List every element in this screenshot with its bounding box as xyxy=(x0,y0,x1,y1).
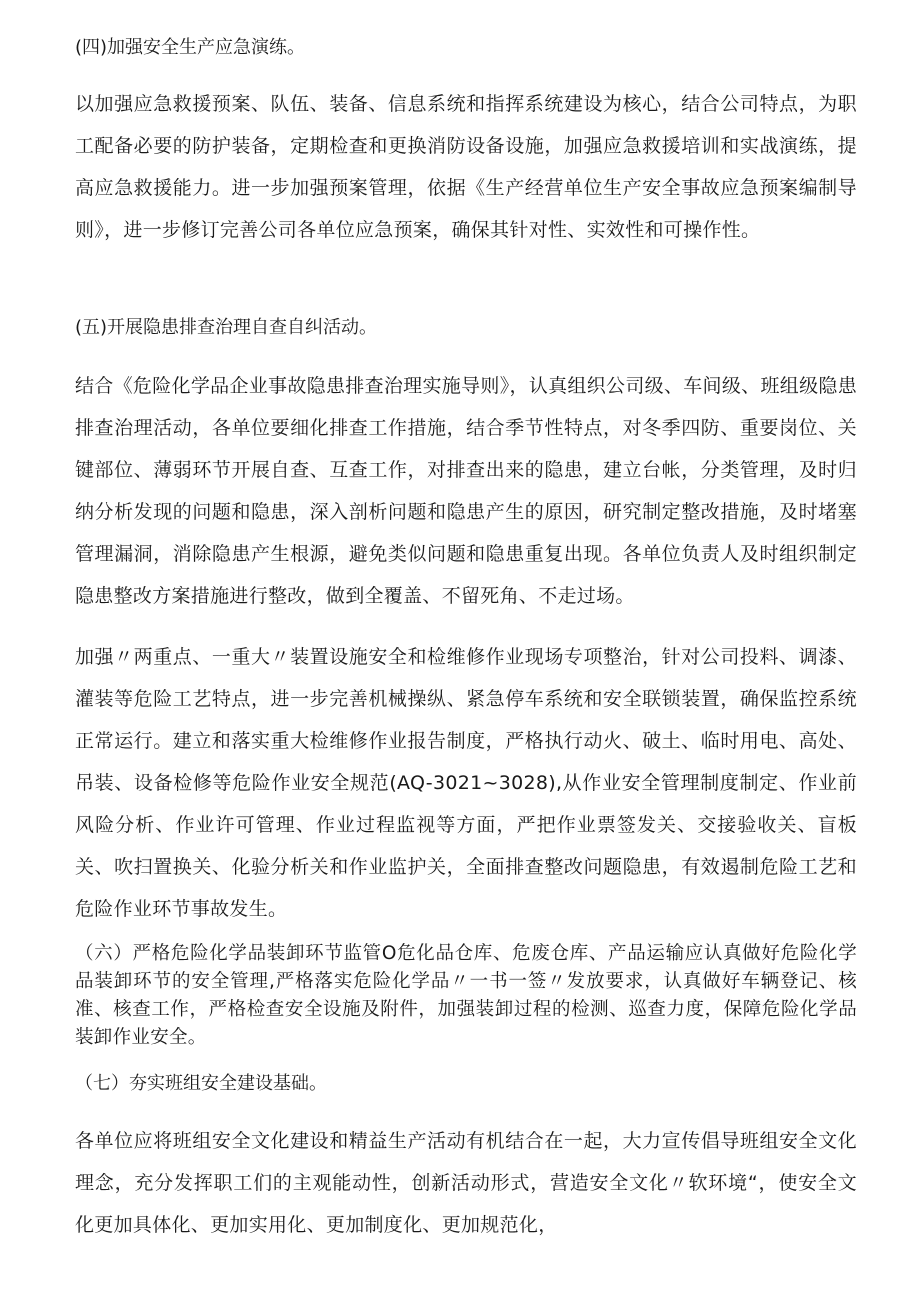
paragraph-hazard-inspection: 结合《危险化学品企业事故隐患排查治理实施导则》，认真组织公司级、车间级、班组级隐患排查治理活动，各单位要细化排查工作措施，结合季节性特点，对冬季四防、重要岗位、关键部位、薄弱环节开展自查、互查工作，对排查出来的隐患，建立台帐，分类管理，及时归纳分析发现的问题和隐患，深入剖析问题和隐患产生的原因，研究制定整改措施，及时堵塞管理漏洞，消除隐患产生根源，避免类似问题和隐患重复出现。各单位负责人及时组织制定隐患整改方案措施进行整改，做到全覆盖、不留死角、不走过场。 xyxy=(75,375,857,607)
section-heading-4: (四)加强安全生产应急演练。 xyxy=(75,37,306,58)
section-heading-7: （七）夯实班组安全建设基础。 xyxy=(75,1073,327,1094)
paragraph-special-rectification: 加强〃两重点、一重大〃装置设施安全和检维修作业现场专项整治，针对公司投料、调漆、灌装等危险工艺特点，进一步完善机械操纵、紧急停车系统和安全联锁装置，确保监控系统正常运行。建立和落实重大检维修作业报告制度，严格执行动火、破土、临时用电、高处、吊装、设备检修等危险作业安全规范(AQ-3021~3028),从作业安全管理制度制定、作业前风险分析、作业许可管理、作业过程监视等方面，严把作业票签发关、交接验收关、盲板关、吹扫置换关、化验分析关和作业监护关，全面排查整改问题隐患，有效遏制危险工艺和危险作业环节事故发生。 xyxy=(75,646,857,920)
section-heading-5: (五)开展隐患排查治理自查自纠活动。 xyxy=(75,317,378,338)
paragraph-team-safety: 各单位应将班组安全文化建设和精益生产活动有机结合在一起，大力宣传倡导班组安全文化理念，充分发挥职工们的主观能动性，创新活动形式，营造安全文化〃软环境“，使安全文化更加具体化、更加实用化、更加制度化、更加规范化， xyxy=(75,1130,857,1236)
paragraph-loading-supervision: （六）严格危险化学品装卸环节监管O危化品仓库、危废仓库、产品运输应认真做好危险化学品装卸环节的安全管理,严格落实危险化学品〃一书一签〃发放要求，认真做好车辆登记、核准、核查工作，严格检查安全设施及附件，加强装卸过程的检测、巡查力度，保障危险化学品装卸作业安全。 xyxy=(75,943,857,1048)
paragraph-emergency-drill: 以加强应急救援预案、队伍、装备、信息系统和指挥系统建设为核心，结合公司特点，为职工配备必要的防护装备，定期检查和更换消防设备设施，加强应急救援培训和实战演练，提高应急救援能力。进一步加强预案管理，依据《生产经营单位生产安全事故应急预案编制导则》，进一步修订完善公司各单位应急预案，确保其针对性、实效性和可操作性。 xyxy=(75,93,857,241)
